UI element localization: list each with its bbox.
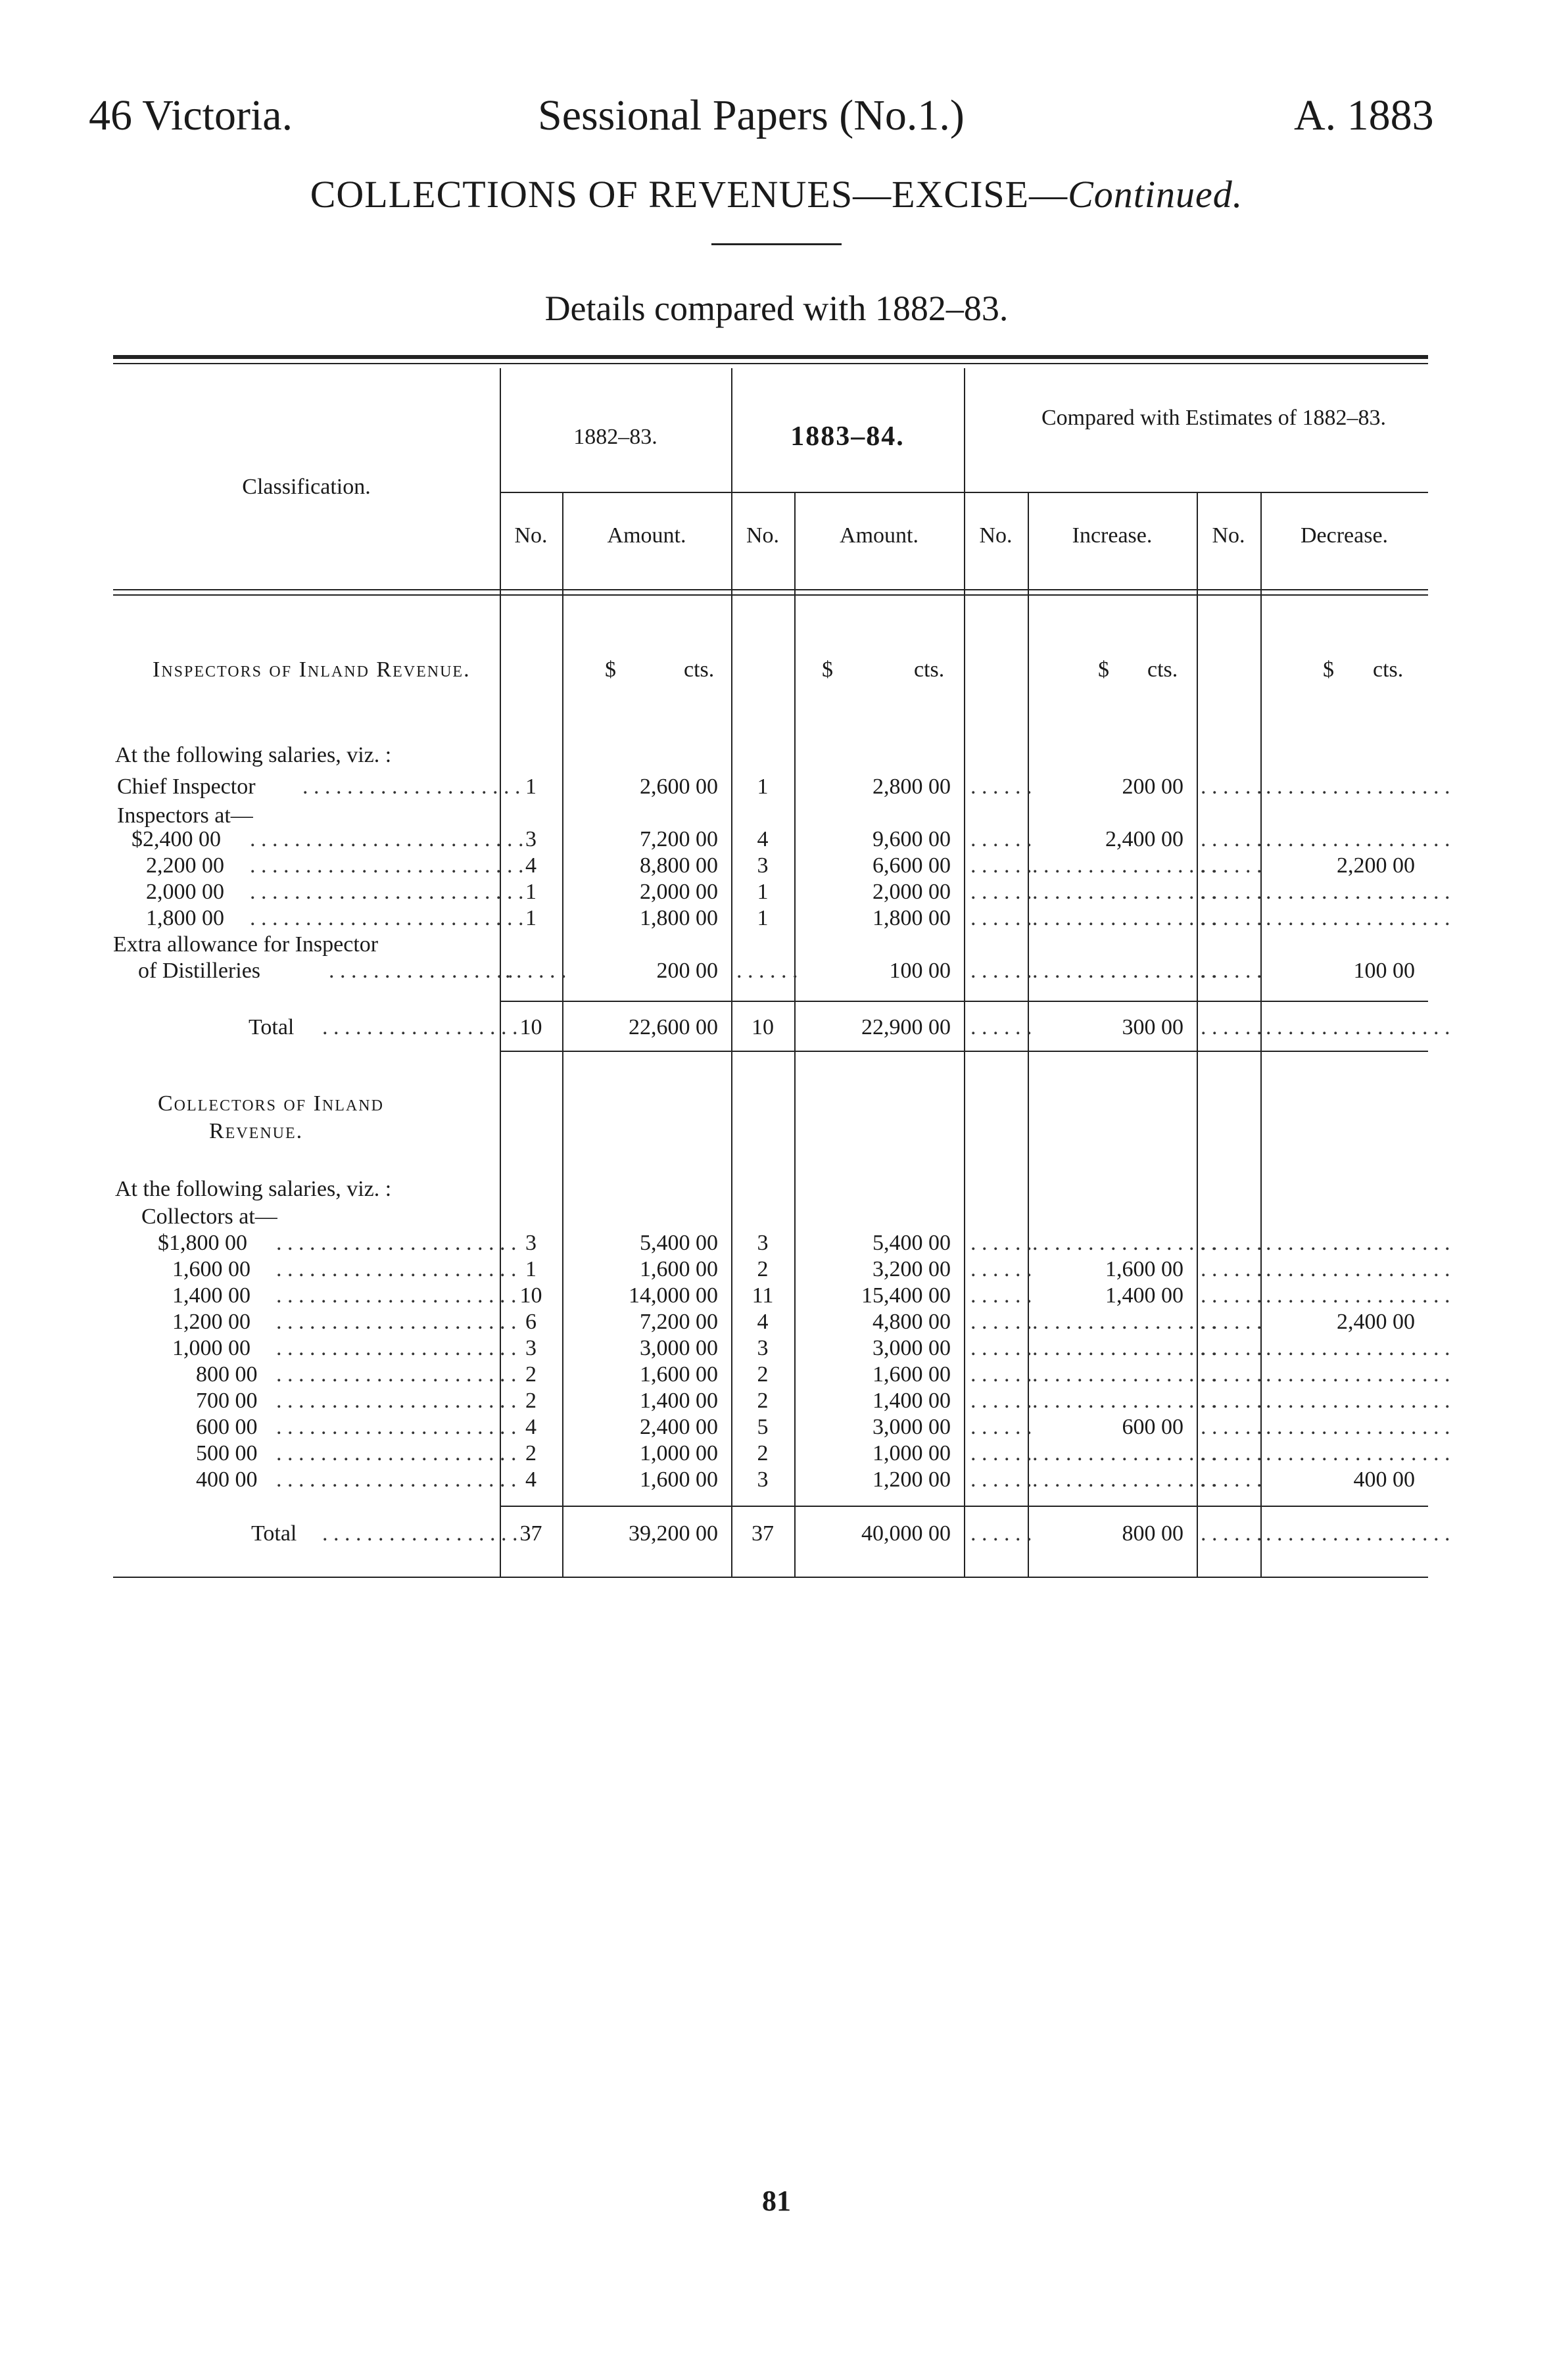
cell-no-2: 2 (757, 1389, 769, 1413)
currency-cts-4: cts. (1373, 657, 1404, 682)
leader-dots: . . . . . . . . . . . . . . . . . (1266, 1231, 1450, 1255)
header-bottom-rule (113, 589, 1428, 590)
header-compared: Compared with Estimates of 1882–83. (1041, 406, 1387, 430)
leader-dots: . . . . . . (970, 827, 1032, 851)
leader-dots: . . . . . . (970, 880, 1032, 904)
leader-dots: . . . . . . . . . . . . . . . . . (1266, 1283, 1450, 1308)
leader-dots: . . . . . . . . . . . . . . . . . (1266, 1015, 1450, 1039)
leader-dots: . . . . . . . . . . . . . . . . . (1266, 1521, 1450, 1546)
cell-amount-1: 2,400 00 (640, 1415, 718, 1439)
cell-no-1: 1 (525, 774, 537, 799)
cell-decrease: 2,400 00 (1337, 1310, 1415, 1334)
cell-decrease: 2,200 00 (1337, 853, 1415, 878)
leader-dots: . . . . . . . . . . . . . . . . . (1266, 880, 1450, 904)
cell-no-2: 3 (757, 1467, 769, 1492)
cell-amount-2: 100 00 (889, 959, 951, 983)
leader-dots: . . . . . . (970, 1310, 1032, 1334)
cell-amount-2: 3,200 00 (872, 1257, 951, 1281)
leader-dots: . . . . . . (970, 959, 1032, 983)
cell-amount-2: 1,600 00 (872, 1362, 951, 1387)
cell-amount-2: 1,200 00 (872, 1467, 951, 1492)
leader-dots: . . . . . . . . . . . . . . . . . (1266, 827, 1450, 851)
leader-dots: . . . . . . . . . . . . . . . . . . (322, 1521, 518, 1546)
leader-dots: . . . . . . (1201, 1467, 1262, 1492)
header-year-1883: 1883–84. (790, 421, 905, 452)
leader-dots: . . . . . . (1201, 1362, 1262, 1387)
total-no-1: 10 (519, 1015, 542, 1039)
leader-dots: . . . . . . . . . . . . . . . . . . (322, 1015, 518, 1039)
cell-increase: 2,400 00 (1105, 827, 1183, 851)
leader-dots: . . . . . . . . . . . . . . . . . . . . . . (276, 1283, 517, 1308)
cell-amount-1: 1,800 00 (640, 906, 718, 930)
cell-no-1: 4 (525, 1415, 537, 1439)
header-classification: Classification. (242, 475, 371, 499)
cell-no-2: 4 (757, 1310, 769, 1334)
header-year-1882: 1882–83. (573, 425, 657, 449)
row-label: 2,000 00 (146, 880, 224, 904)
leader-dots: . . . . . . (970, 1389, 1032, 1413)
cell-amount-1: 1,000 00 (640, 1441, 718, 1465)
total-increase: 300 00 (1122, 1015, 1183, 1039)
leader-dots: . . . . . . . . . . . . . . . . . (1032, 959, 1217, 983)
header-mid-rule (500, 492, 1428, 493)
leader-dots: . . . . . . . . . . . . . . . . . (1266, 1441, 1450, 1465)
leader-dots: . . . . . . . . . . . . . . . . . (1266, 774, 1450, 799)
leader-dots: . . . . . . . . . . . . . . . . . . . . . . (276, 1336, 517, 1360)
leader-dots: . . . . . . (736, 959, 798, 983)
header-no-4: No. (1212, 523, 1245, 548)
row-label: 1,600 00 (172, 1257, 251, 1281)
leader-dots: . . . . . . . . . . . . . . . . . (1032, 1441, 1217, 1465)
total-label: Total (249, 1015, 295, 1039)
leader-dots: . . . . . . (1201, 1336, 1262, 1360)
cell-no-1: 1 (525, 880, 537, 904)
leader-dots: . . . . . . . . . . . . . . . . . (1032, 1362, 1217, 1387)
leader-dots: . . . . . . . . . . . . . . . . . (1032, 1310, 1217, 1334)
total2-amount-2: 40,000 00 (861, 1521, 951, 1546)
col-divider-increase (1197, 492, 1198, 1578)
row-label: 800 00 (196, 1362, 258, 1387)
total-rule-bottom (500, 1051, 1428, 1052)
leader-dots: . . . . . . . . . . . . . . . . . (1032, 1231, 1217, 1255)
total2-increase: 800 00 (1122, 1521, 1183, 1546)
cell-amount-2: 3,000 00 (872, 1415, 951, 1439)
cell-increase: 1,400 00 (1105, 1283, 1183, 1308)
cell-amount-2: 1,800 00 (872, 906, 951, 930)
cell-no-1: 3 (525, 1336, 537, 1360)
total-amount-1: 22,600 00 (629, 1015, 718, 1039)
header-bottom-rule-2 (113, 594, 1428, 596)
row-label: 1,200 00 (172, 1310, 251, 1334)
leader-dots: . . . . . . (970, 1467, 1032, 1492)
cell-amount-1: 3,000 00 (640, 1336, 718, 1360)
inspectors-at-label: Inspectors at— (117, 803, 253, 828)
row-label: 400 00 (196, 1467, 258, 1492)
leader-dots: . . . . . . . . . . . . . . . . . . . . . . (276, 1441, 517, 1465)
total-no-2: 10 (752, 1015, 774, 1039)
leader-dots: . . . . . . (970, 1521, 1032, 1546)
cell-no-1: 6 (525, 1310, 537, 1334)
cell-amount-2: 5,400 00 (872, 1231, 951, 1255)
table-top-rule (113, 355, 1428, 359)
leader-dots: . . . . . . (970, 1362, 1032, 1387)
cell-increase: 200 00 (1122, 774, 1183, 799)
currency-dollar-4: $ (1323, 657, 1334, 682)
leader-dots: . . . . . . . . . . . . . . . . . (329, 959, 514, 983)
leader-dots: . . . . . . (970, 1415, 1032, 1439)
cell-amount-1: 1,600 00 (640, 1467, 718, 1492)
leader-dots: . . . . . . (970, 774, 1032, 799)
leader-dots: . . . . . . . . . . . . . . . . . (1266, 1336, 1450, 1360)
cell-amount-1: 5,400 00 (640, 1231, 718, 1255)
total-rule-top-2 (500, 1506, 1428, 1507)
leader-dots: . . . . . . (1201, 906, 1262, 930)
collectors-at-label: Collectors at— (141, 1204, 277, 1229)
total2-no-1: 37 (519, 1521, 542, 1546)
cell-no-2: 5 (757, 1415, 769, 1439)
leader-dots: . . . . . . (970, 1231, 1032, 1255)
cell-no-2: 3 (757, 1336, 769, 1360)
cell-amount-1: 1,600 00 (640, 1257, 718, 1281)
cell-no-2: 1 (757, 906, 769, 930)
leader-dots: . . . . . . . . . . . . . . . . . . . . . . (276, 1415, 517, 1439)
page-title (0, 172, 1553, 216)
leader-dots: . . . . . . (1201, 853, 1262, 878)
row-label: 500 00 (196, 1441, 258, 1465)
leader-dots: . . . . . . (970, 1257, 1032, 1281)
leader-dots: . . . . . . (970, 1015, 1032, 1039)
cell-no-1: 2 (525, 1389, 537, 1413)
leader-dots: . . . . . . (1201, 827, 1262, 851)
row-label: 2,200 00 (146, 853, 224, 878)
leader-dots: . . . . . . (970, 1336, 1032, 1360)
row-label: Chief Inspector (117, 774, 256, 799)
cell-amount-1: 14,000 00 (629, 1283, 718, 1308)
col-divider-y2 (964, 368, 965, 1578)
leader-dots: . . . . . . . . . . . . . . . . . (1266, 1415, 1450, 1439)
cell-increase: 1,600 00 (1105, 1257, 1183, 1281)
currency-dollar-3: $ (1098, 657, 1109, 682)
leader-dots: . . . . . . . . . . . . . . . . . . . . . . (276, 1231, 517, 1255)
row-label: $2,400 00 (131, 827, 221, 851)
cell-no-1: 3 (525, 827, 537, 851)
cell-amount-1: 7,200 00 (640, 1310, 718, 1334)
leader-dots: . . . . . . (1201, 1389, 1262, 1413)
leader-dots: . . . . . . (505, 959, 567, 983)
running-head-right: A. 1883 (1294, 91, 1434, 139)
total2-no-2: 37 (752, 1521, 774, 1546)
leader-dots: . . . . . . (970, 906, 1032, 930)
cell-amount-1: 8,800 00 (640, 853, 718, 878)
currency-cts-3: cts. (1147, 657, 1178, 682)
currency-dollar-1: $ (605, 657, 616, 682)
page-number: 81 (762, 2185, 791, 2217)
total-label-2: Total (251, 1521, 297, 1546)
cell-amount-1: 7,200 00 (640, 827, 718, 851)
cell-no-2: 1 (757, 774, 769, 799)
leader-dots: . . . . . . (1201, 1441, 1262, 1465)
cell-no-2: 11 (752, 1283, 774, 1308)
page-title-continued: Continued. (1068, 173, 1243, 216)
leader-dots: . . . . . . . . . . . . . . . . . (1266, 1362, 1450, 1387)
cell-amount-2: 9,600 00 (872, 827, 951, 851)
extra-allowance-label-2: of Distilleries (138, 959, 261, 983)
leader-dots: . . . . . . . . . . . . . . . . . . . . . . (276, 1362, 517, 1387)
section-collectors-intro: At the following salaries, viz. : (115, 1177, 392, 1201)
cell-no-1: 1 (525, 906, 537, 930)
total2-amount-1: 39,200 00 (629, 1521, 718, 1546)
header-amount-2: Amount. (840, 523, 919, 548)
cell-no-1: 4 (525, 853, 537, 878)
cell-amount-2: 15,400 00 (861, 1283, 951, 1308)
cell-amount-2: 4,800 00 (872, 1310, 951, 1334)
header-no-3: No. (979, 523, 1013, 548)
header-increase: Increase. (1072, 523, 1153, 548)
cell-no-2: 2 (757, 1362, 769, 1387)
cell-decrease: 100 00 (1353, 959, 1415, 983)
extra-allowance-label: Extra allowance for Inspector (113, 932, 379, 957)
row-label: $1,800 00 (158, 1231, 247, 1255)
cell-no-2: 3 (757, 853, 769, 878)
leader-dots: . . . . . . . . . . . . . . . . . (1032, 1336, 1217, 1360)
cell-amount-1: 1,400 00 (640, 1389, 718, 1413)
cell-amount-1: 200 00 (656, 959, 718, 983)
cell-no-1: 10 (519, 1283, 542, 1308)
section-inspectors-intro: At the following salaries, viz. : (115, 743, 392, 767)
leader-dots: . . . . . . . . . . . . . . . . . (1266, 1257, 1450, 1281)
currency-dollar-2: $ (822, 657, 833, 682)
leader-dots: . . . . . . (1201, 1231, 1262, 1255)
cell-amount-2: 3,000 00 (872, 1336, 951, 1360)
header-amount-1: Amount. (607, 523, 686, 548)
cell-no-1: 2 (525, 1362, 537, 1387)
leader-dots: . . . . . . . . . . . . . . . . . . . . (302, 774, 521, 799)
subtitle: Details compared with 1882–83. (544, 289, 1009, 328)
leader-dots: . . . . . . . . . . . . . . . . . . . . . . (276, 1467, 517, 1492)
cell-increase: 600 00 (1122, 1415, 1183, 1439)
leader-dots: . . . . . . (1201, 1283, 1262, 1308)
leader-dots: . . . . . . . . . . . . . . . . . (1266, 1389, 1450, 1413)
leader-dots: . . . . . . . . . . . . . . . . . (1032, 853, 1217, 878)
leader-dots: . . . . . . . . . . . . . . . . . . . . . . . . . (250, 827, 524, 851)
cell-no-2: 2 (757, 1257, 769, 1281)
section-inspectors-title: Inspectors of Inland Revenue. (153, 657, 471, 682)
leader-dots: . . . . . . . . . . . . . . . . . (1032, 1467, 1217, 1492)
cell-amount-2: 6,600 00 (872, 853, 951, 878)
leader-dots: . . . . . . (1201, 774, 1262, 799)
cell-no-2: 2 (757, 1441, 769, 1465)
cell-no-1: 3 (525, 1231, 537, 1255)
running-head-center: Sessional Papers (No.1.) (538, 91, 965, 139)
currency-cts-1: cts. (684, 657, 715, 682)
leader-dots: . . . . . . . . . . . . . . . . . . . . . . (276, 1389, 517, 1413)
leader-dots: . . . . . . . . . . . . . . . . . . . . . . . . . (250, 906, 524, 930)
cell-amount-1: 2,600 00 (640, 774, 718, 799)
leader-dots: . . . . . . . . . . . . . . . . . . . . . . (276, 1310, 517, 1334)
cell-no-2: 4 (757, 827, 769, 851)
cell-no-1: 2 (525, 1441, 537, 1465)
cell-no-2: 1 (757, 880, 769, 904)
header-no-2: No. (746, 523, 780, 548)
total-rule-top (500, 1001, 1428, 1002)
total-amount-2: 22,900 00 (861, 1015, 951, 1039)
leader-dots: . . . . . . (1201, 1415, 1262, 1439)
title-rule (711, 243, 842, 245)
running-head-left: 46 Victoria. (89, 91, 293, 139)
currency-cts-2: cts. (914, 657, 945, 682)
leader-dots: . . . . . . (1201, 1015, 1262, 1039)
row-label: 600 00 (196, 1415, 258, 1439)
leader-dots: . . . . . . (970, 853, 1032, 878)
header-no-1: No. (514, 523, 548, 548)
section-collectors-title: Collectors of Inland (158, 1091, 384, 1116)
leader-dots: . . . . . . (1201, 880, 1262, 904)
leader-dots: . . . . . . (970, 1441, 1032, 1465)
cell-amount-2: 1,000 00 (872, 1441, 951, 1465)
row-label: 1,400 00 (172, 1283, 251, 1308)
leader-dots: . . . . . . . . . . . . . . . . . (1266, 906, 1450, 930)
cell-no-2: 3 (757, 1231, 769, 1255)
leader-dots: . . . . . . (1201, 1310, 1262, 1334)
cell-no-1: 1 (525, 1257, 537, 1281)
cell-no-1: 4 (525, 1467, 537, 1492)
leader-dots: . . . . . . (1201, 959, 1262, 983)
page-title-main: COLLECTIONS OF REVENUES—EXCISE— (310, 173, 1068, 216)
leader-dots: . . . . . . (1201, 1257, 1262, 1281)
leader-dots: . . . . . . . . . . . . . . . . . . . . . . . . . (250, 853, 524, 878)
leader-dots: . . . . . . . . . . . . . . . . . (1032, 1389, 1217, 1413)
leader-dots: . . . . . . . . . . . . . . . . . . . . . . (276, 1257, 517, 1281)
table-bottom-rule (113, 1577, 1428, 1578)
table-top-rule-thin (113, 363, 1428, 364)
section-collectors-title-2: Revenue. (209, 1119, 304, 1143)
leader-dots: . . . . . . (1201, 1521, 1262, 1546)
leader-dots: . . . . . . . . . . . . . . . . . (1032, 880, 1217, 904)
cell-amount-2: 2,800 00 (872, 774, 951, 799)
leader-dots: . . . . . . . . . . . . . . . . . (1032, 906, 1217, 930)
row-label: 1,000 00 (172, 1336, 251, 1360)
leader-dots: . . . . . . (970, 1283, 1032, 1308)
row-label: 1,800 00 (146, 906, 224, 930)
cell-amount-2: 2,000 00 (872, 880, 951, 904)
leader-dots: . . . . . . . . . . . . . . . . . . . . . . . . . (250, 880, 524, 904)
cell-decrease: 400 00 (1353, 1467, 1415, 1492)
header-decrease: Decrease. (1300, 523, 1389, 548)
cell-amount-1: 1,600 00 (640, 1362, 718, 1387)
cell-amount-2: 1,400 00 (872, 1389, 951, 1413)
row-label: 700 00 (196, 1389, 258, 1413)
cell-amount-1: 2,000 00 (640, 880, 718, 904)
